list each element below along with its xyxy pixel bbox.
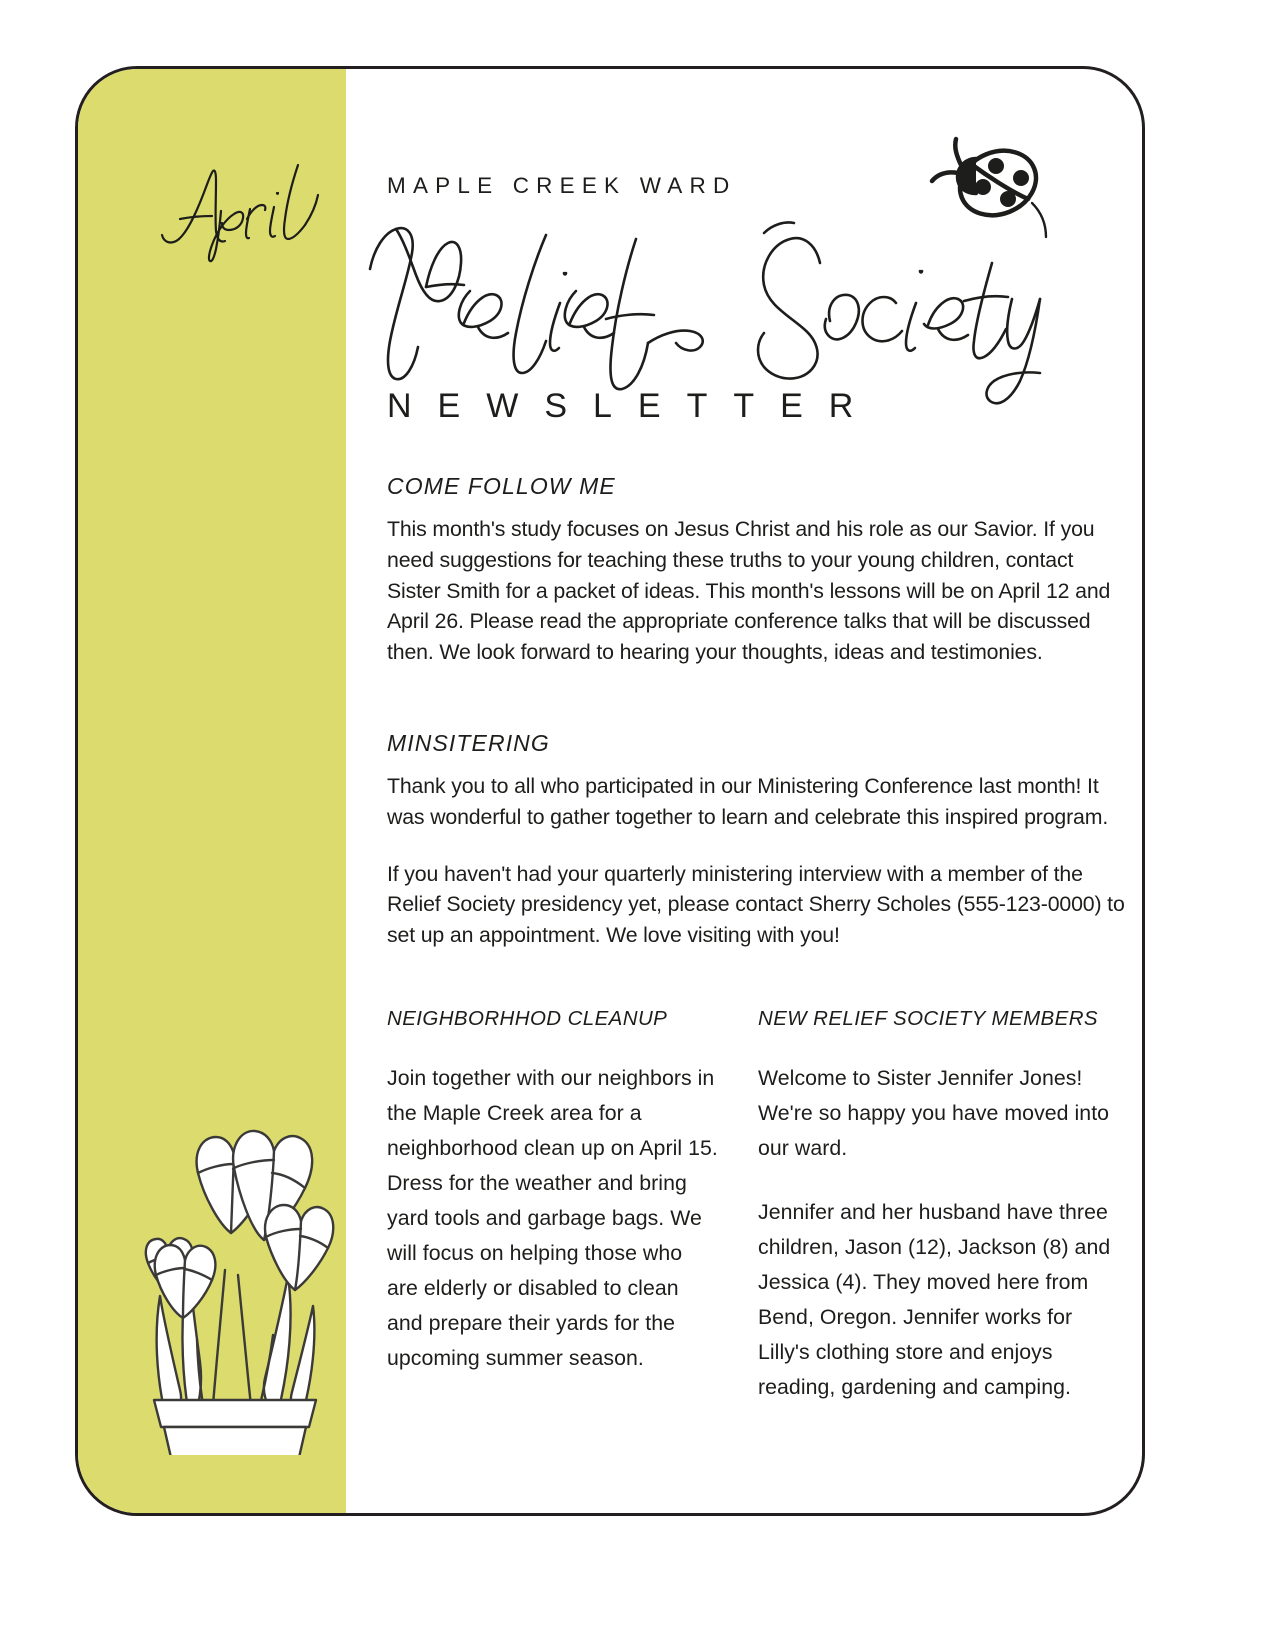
content-column	[346, 69, 1142, 1513]
section-come-follow-me	[387, 473, 1129, 668]
column-paragraph: Welcome to Sister Jennifer Jones! We're so happy you have moved into our ward.	[758, 1065, 1110, 1160]
section-paragraph: Thank you to all who participated in our Ministering Conference last month! It was wonderful to gather together to learn and celebrate this inspired program.	[387, 773, 1109, 829]
ladybug-icon	[922, 133, 1052, 253]
newsletter-word: NEWSLETTER	[387, 387, 880, 425]
section-paragraph: If you haven't had your quarterly ministering interview with a member of the Relief Society presidency yet, please contact Sherry Scholes (555-123-0000) to set up an appointment. We love visiting with you!	[387, 861, 1125, 948]
column-new-members	[758, 1007, 1129, 1405]
newsletter-sheet	[75, 66, 1145, 1516]
section-title: COME FOLLOW ME	[387, 473, 616, 499]
section-paragraph: This month's study focuses on Jesus Christ and his role as our Savior. If you need suggestions for teaching these truths to your young children, contact Sister Smith for a packet of ideas. This month's lessons will be on April 12 and April 26. Please read the appropriate conference talks that will be discussed then. We look forward to hearing your thoughts, ideas and testimonies.	[387, 517, 1111, 665]
section-title: MINSITERING	[387, 729, 550, 756]
column-title: NEIGHBORHHOD CLEANUP	[387, 1006, 668, 1030]
sidebar-color-band	[78, 69, 346, 1513]
masthead	[346, 69, 1142, 439]
month-script-wordmark	[156, 157, 346, 267]
body-content	[387, 473, 1129, 1405]
column-title: NEW RELIEF SOCIETY MEMBERS	[758, 1006, 1098, 1030]
ward-name: MAPLE CREEK WARD	[387, 173, 737, 198]
column-paragraph: Jennifer and her husband have three children, Jason (12), Jackson (8) and Jessica (4). They moved here from Bend, Oregon. Jennifer works for Lilly's clothing store and enjoys reading, gardening and camping.	[758, 1199, 1111, 1399]
tulips-illustration	[126, 1100, 344, 1455]
two-column-area	[387, 1007, 1129, 1405]
column-neighborhood-cleanup	[387, 1007, 758, 1405]
column-paragraph: Join together with our neighbors in the Maple Creek area for a neighborhood clean up on April 15. Dress for the weather and bring yard tools and garbage bags. We will focus on helping those who are elderly or disabled to clean and prepare their yards for the upcoming summer season.	[387, 1065, 718, 1370]
section-ministering	[387, 730, 1129, 951]
